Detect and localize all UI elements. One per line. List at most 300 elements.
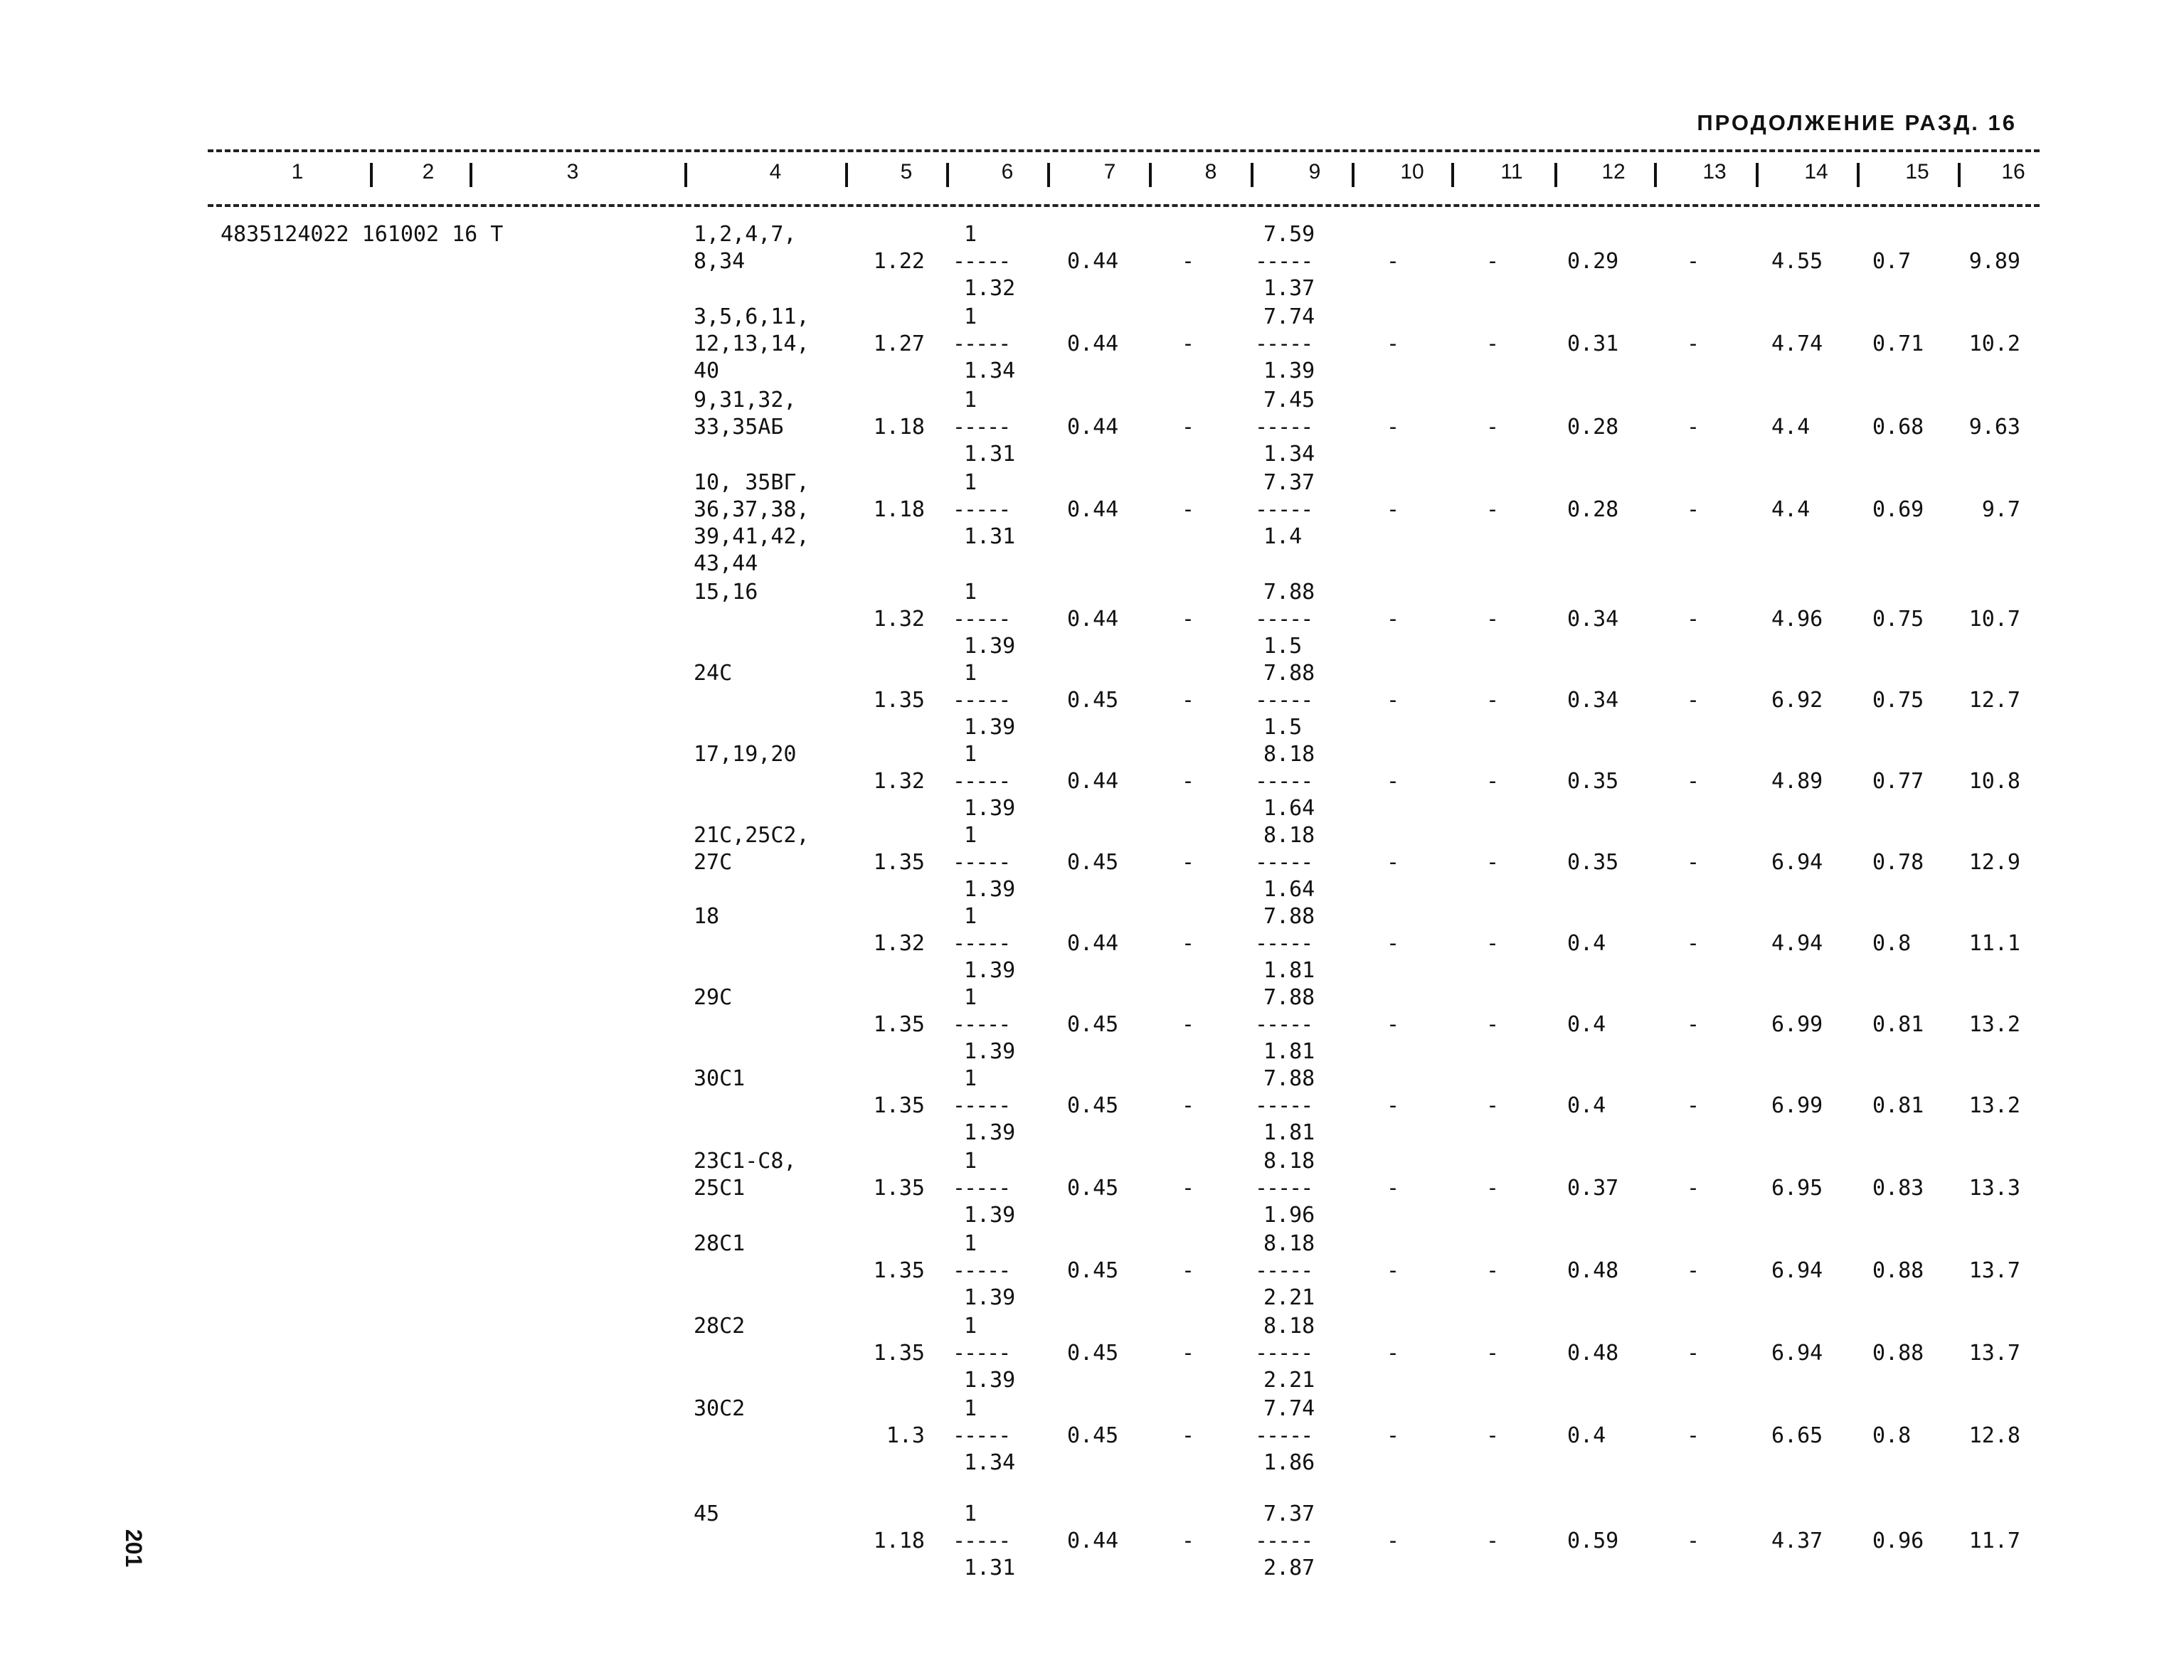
col9-fraction-bar: ----- bbox=[1255, 497, 1313, 522]
col6-fraction bbox=[950, 903, 1049, 984]
col13-value: - bbox=[1686, 1341, 1700, 1366]
col6-fraction bbox=[950, 984, 1049, 1065]
col6-fraction bbox=[950, 1501, 1049, 1582]
col12-value: 0.29 bbox=[1567, 249, 1619, 274]
col9-fraction-bar: ----- bbox=[1255, 1176, 1313, 1201]
col6-fraction-bar: ----- bbox=[953, 331, 1010, 356]
col11-value: - bbox=[1485, 769, 1500, 794]
col9-fraction bbox=[1252, 387, 1352, 468]
col6-fraction-den: 1.31 bbox=[964, 524, 1016, 549]
col6-fraction-bar: ----- bbox=[953, 1341, 1010, 1366]
col6-fraction bbox=[950, 221, 1049, 302]
col6-fraction bbox=[950, 822, 1049, 903]
col6-fraction bbox=[950, 1395, 1049, 1477]
row-ids-cell: 23С1-С8, 25С1 bbox=[694, 1149, 797, 1201]
col14-value: 6.65 bbox=[1771, 1423, 1823, 1448]
col6-fraction bbox=[950, 1313, 1049, 1394]
col10-value: - bbox=[1386, 607, 1400, 632]
col15-value: 0.68 bbox=[1872, 415, 1924, 440]
col6-fraction bbox=[950, 304, 1049, 385]
col9-fraction-bar: ----- bbox=[1255, 249, 1313, 274]
col6-fraction-bar: ----- bbox=[953, 1012, 1010, 1037]
col9-fraction bbox=[1252, 822, 1352, 903]
col14-value: 4.89 bbox=[1771, 769, 1823, 794]
col12-value: 0.37 bbox=[1567, 1176, 1619, 1201]
col9-fraction bbox=[1252, 1313, 1352, 1394]
col10-value: - bbox=[1386, 249, 1400, 274]
col13-value: - bbox=[1686, 769, 1700, 794]
col11-value: - bbox=[1485, 1258, 1500, 1283]
col6-fraction-den: 1.39 bbox=[964, 877, 1016, 902]
col12-value: 0.4 bbox=[1567, 931, 1606, 956]
col7-value: 0.45 bbox=[1067, 1258, 1119, 1283]
header-cell-1: 1 bbox=[291, 160, 304, 184]
col13-value: - bbox=[1686, 1423, 1700, 1448]
col10-value: - bbox=[1386, 688, 1400, 713]
col9-fraction-num: 8.18 bbox=[1263, 1231, 1315, 1256]
row-ids-cell: 17,19,20 bbox=[694, 742, 797, 767]
col9-fraction bbox=[1252, 741, 1352, 822]
col9-fraction-den: 1.81 bbox=[1263, 1120, 1315, 1145]
col16-value: 11.7 bbox=[1968, 1529, 2020, 1553]
col7-value: 0.44 bbox=[1067, 1529, 1119, 1553]
col8-value: - bbox=[1181, 1258, 1195, 1283]
col11-value: - bbox=[1485, 931, 1500, 956]
col15-value: 0.88 bbox=[1872, 1341, 1924, 1366]
col9-fraction-den: 2.21 bbox=[1263, 1285, 1315, 1310]
col11-value: - bbox=[1485, 1341, 1500, 1366]
col6-fraction-bar: ----- bbox=[953, 1176, 1010, 1201]
col6-fraction-den: 1.39 bbox=[964, 1368, 1016, 1393]
col12-value: 0.34 bbox=[1567, 607, 1619, 632]
section-code: 4835124022 161002 16 Т bbox=[221, 222, 504, 247]
col10-value: - bbox=[1386, 331, 1400, 356]
col9-fraction-bar: ----- bbox=[1255, 688, 1313, 713]
header-cell-2: 2 bbox=[422, 160, 435, 184]
col9-fraction-bar: ----- bbox=[1255, 415, 1313, 440]
row-ids-cell: 45 bbox=[694, 1501, 720, 1526]
col9-fraction-den: 1.96 bbox=[1263, 1203, 1315, 1228]
col13-value: - bbox=[1686, 249, 1700, 274]
header-cell-12: 12 bbox=[1601, 160, 1626, 184]
col8-value: - bbox=[1181, 607, 1195, 632]
col15-value: 0.69 bbox=[1872, 497, 1924, 522]
col7-value: 0.45 bbox=[1067, 1012, 1119, 1037]
col14-value: 6.94 bbox=[1771, 850, 1823, 875]
col8-value: - bbox=[1181, 331, 1195, 356]
col11-value: - bbox=[1485, 1423, 1500, 1448]
col9-fraction-den: 1.39 bbox=[1263, 358, 1315, 383]
col9-fraction-num: 8.18 bbox=[1263, 1314, 1315, 1339]
row-ids-cell: 29С bbox=[694, 985, 733, 1010]
col5-value: 1.35 bbox=[873, 1093, 925, 1118]
col15-value: 0.77 bbox=[1872, 769, 1924, 794]
col15-value: 0.83 bbox=[1872, 1176, 1924, 1201]
col13-value: - bbox=[1686, 688, 1700, 713]
col9-fraction bbox=[1252, 304, 1352, 385]
row-ids-cell: 9,31,32, 33,35АБ bbox=[694, 388, 797, 440]
col8-value: - bbox=[1181, 1423, 1195, 1448]
col6-fraction-num: 1 bbox=[964, 1066, 977, 1091]
col15-value: 0.96 bbox=[1872, 1529, 1924, 1553]
col13-value: - bbox=[1686, 1258, 1700, 1283]
col6-fraction-bar: ----- bbox=[953, 607, 1010, 632]
col6-fraction-bar: ----- bbox=[953, 688, 1010, 713]
col9-fraction-den: 1.86 bbox=[1263, 1450, 1315, 1475]
col16-value: 13.2 bbox=[1968, 1093, 2020, 1118]
col6-fraction-num: 1 bbox=[964, 1501, 977, 1526]
col7-value: 0.44 bbox=[1067, 607, 1119, 632]
col14-value: 4.96 bbox=[1771, 607, 1823, 632]
col6-fraction-den: 1.39 bbox=[964, 958, 1016, 983]
col15-value: 0.71 bbox=[1872, 331, 1924, 356]
col7-value: 0.45 bbox=[1067, 1093, 1119, 1118]
col9-fraction-den: 1.81 bbox=[1263, 1039, 1315, 1064]
col6-fraction-den: 1.34 bbox=[964, 358, 1016, 383]
col9-fraction-num: 7.74 bbox=[1263, 1396, 1315, 1421]
header-cell-10: 10 bbox=[1400, 160, 1424, 184]
col15-value: 0.81 bbox=[1872, 1093, 1924, 1118]
col12-value: 0.48 bbox=[1567, 1258, 1619, 1283]
row-ids-cell: 28С2 bbox=[694, 1314, 746, 1339]
col6-fraction-bar: ----- bbox=[953, 1093, 1010, 1118]
col13-value: - bbox=[1686, 1529, 1700, 1553]
col10-value: - bbox=[1386, 1423, 1400, 1448]
col12-value: 0.48 bbox=[1567, 1341, 1619, 1366]
col11-value: - bbox=[1485, 415, 1500, 440]
header-cell-6: 6 bbox=[1001, 160, 1014, 184]
col6-fraction-bar: ----- bbox=[953, 249, 1010, 274]
col12-value: 0.34 bbox=[1567, 688, 1619, 713]
col9-fraction bbox=[1252, 1395, 1352, 1477]
col11-value: - bbox=[1485, 688, 1500, 713]
col11-value: - bbox=[1485, 1012, 1500, 1037]
col6-fraction-den: 1.32 bbox=[964, 276, 1016, 301]
col14-value: 4.94 bbox=[1771, 931, 1823, 956]
col16-value: 13.3 bbox=[1968, 1176, 2020, 1201]
col9-fraction-bar: ----- bbox=[1255, 931, 1313, 956]
col5-value: 1.18 bbox=[873, 1529, 925, 1553]
col9-fraction-den: 2.21 bbox=[1263, 1368, 1315, 1393]
col6-fraction-den: 1.39 bbox=[964, 1285, 1016, 1310]
row-ids-cell: 18 bbox=[694, 904, 720, 929]
col5-value: 1.35 bbox=[873, 688, 925, 713]
col5-value: 1.3 bbox=[886, 1423, 925, 1448]
header-cell-15: 15 bbox=[1905, 160, 1929, 184]
col9-fraction-num: 7.37 bbox=[1263, 1501, 1315, 1526]
col11-value: - bbox=[1485, 497, 1500, 522]
col14-value: 6.92 bbox=[1771, 688, 1823, 713]
col7-value: 0.44 bbox=[1067, 415, 1119, 440]
col6-fraction-num: 1 bbox=[964, 661, 977, 686]
col7-value: 0.45 bbox=[1067, 850, 1119, 875]
col6-fraction-num: 1 bbox=[964, 470, 977, 495]
col12-value: 0.59 bbox=[1567, 1529, 1619, 1553]
col10-value: - bbox=[1386, 1258, 1400, 1283]
col6-fraction-bar: ----- bbox=[953, 1423, 1010, 1448]
col6-fraction-bar: ----- bbox=[953, 769, 1010, 794]
col6-fraction bbox=[950, 660, 1049, 741]
row-ids-cell: 30С1 bbox=[694, 1066, 746, 1091]
col16-value: 13.7 bbox=[1968, 1341, 2020, 1366]
col14-value: 4.55 bbox=[1771, 249, 1823, 274]
col9-fraction-den: 1.4 bbox=[1263, 524, 1303, 549]
col9-fraction-bar: ----- bbox=[1255, 1012, 1313, 1037]
col5-value: 1.35 bbox=[873, 1258, 925, 1283]
col12-value: 0.28 bbox=[1567, 497, 1619, 522]
col6-fraction-den: 1.39 bbox=[964, 796, 1016, 821]
col13-value: - bbox=[1686, 1176, 1700, 1201]
col5-value: 1.27 bbox=[873, 331, 925, 356]
col13-value: - bbox=[1686, 331, 1700, 356]
col12-value: 0.4 bbox=[1567, 1423, 1606, 1448]
col9-fraction-den: 1.81 bbox=[1263, 958, 1315, 983]
col9-fraction bbox=[1252, 1065, 1352, 1147]
col6-fraction-bar: ----- bbox=[953, 1529, 1010, 1553]
header-cell-13: 13 bbox=[1702, 160, 1727, 184]
col6-fraction-num: 1 bbox=[964, 222, 977, 247]
col10-value: - bbox=[1386, 931, 1400, 956]
row-ids-cell: 21С,25С2, 27С bbox=[694, 823, 810, 875]
row-ids-cell: 24С bbox=[694, 661, 733, 686]
col9-fraction-bar: ----- bbox=[1255, 850, 1313, 875]
col6-fraction-den: 1.31 bbox=[964, 1556, 1016, 1580]
col14-value: 6.94 bbox=[1771, 1258, 1823, 1283]
col6-fraction-num: 1 bbox=[964, 1314, 977, 1339]
col12-value: 0.35 bbox=[1567, 850, 1619, 875]
col6-fraction bbox=[950, 1230, 1049, 1312]
col9-fraction-bar: ----- bbox=[1255, 1258, 1313, 1283]
col6-fraction-num: 1 bbox=[964, 904, 977, 929]
col10-value: - bbox=[1386, 1529, 1400, 1553]
col15-value: 0.8 bbox=[1872, 931, 1912, 956]
col5-value: 1.32 bbox=[873, 769, 925, 794]
col7-value: 0.44 bbox=[1067, 331, 1119, 356]
col14-value: 6.99 bbox=[1771, 1012, 1823, 1037]
col11-value: - bbox=[1485, 1176, 1500, 1201]
col7-value: 0.44 bbox=[1067, 769, 1119, 794]
col15-value: 0.75 bbox=[1872, 688, 1924, 713]
header-cell-11: 11 bbox=[1500, 160, 1523, 184]
col6-fraction-den: 1.31 bbox=[964, 442, 1016, 467]
col10-value: - bbox=[1386, 1093, 1400, 1118]
col5-value: 1.35 bbox=[873, 1012, 925, 1037]
col6-fraction-num: 1 bbox=[964, 580, 977, 605]
col9-fraction-num: 8.18 bbox=[1263, 742, 1315, 767]
col9-fraction bbox=[1252, 984, 1352, 1065]
col7-value: 0.44 bbox=[1067, 249, 1119, 274]
header-cell-14: 14 bbox=[1804, 160, 1828, 184]
col10-value: - bbox=[1386, 497, 1400, 522]
col13-value: - bbox=[1686, 931, 1700, 956]
col5-value: 1.35 bbox=[873, 1176, 925, 1201]
col5-value: 1.22 bbox=[873, 249, 925, 274]
col9-fraction-bar: ----- bbox=[1255, 1529, 1313, 1553]
col16-value: 12.9 bbox=[1968, 850, 2020, 875]
col6-fraction-num: 1 bbox=[964, 742, 977, 767]
col15-value: 0.8 bbox=[1872, 1423, 1912, 1448]
page-number: 201 bbox=[121, 1529, 147, 1568]
col16-value: 12.8 bbox=[1968, 1423, 2020, 1448]
col6-fraction bbox=[950, 741, 1049, 822]
col10-value: - bbox=[1386, 850, 1400, 875]
col7-value: 0.45 bbox=[1067, 688, 1119, 713]
col9-fraction bbox=[1252, 579, 1352, 660]
col5-value: 1.35 bbox=[873, 1341, 925, 1366]
col11-value: - bbox=[1485, 607, 1500, 632]
col6-fraction-num: 1 bbox=[964, 1231, 977, 1256]
col9-fraction-num: 8.18 bbox=[1263, 823, 1315, 848]
col9-fraction bbox=[1252, 469, 1352, 551]
col13-value: - bbox=[1686, 1093, 1700, 1118]
col6-fraction-bar: ----- bbox=[953, 931, 1010, 956]
col9-fraction bbox=[1252, 221, 1352, 302]
header-cell-8: 8 bbox=[1204, 160, 1217, 184]
col8-value: - bbox=[1181, 1012, 1195, 1037]
col8-value: - bbox=[1181, 1176, 1195, 1201]
col6-fraction-num: 1 bbox=[964, 304, 977, 329]
col9-fraction bbox=[1252, 1501, 1352, 1582]
header-cell-3: 3 bbox=[566, 160, 579, 184]
row-ids-cell: 15,16 bbox=[694, 580, 758, 605]
row-ids-cell: 30С2 bbox=[694, 1396, 746, 1421]
col9-fraction-bar: ----- bbox=[1255, 331, 1313, 356]
col15-value: 0.75 bbox=[1872, 607, 1924, 632]
col9-fraction-num: 7.88 bbox=[1263, 985, 1315, 1010]
col16-value: 12.7 bbox=[1968, 688, 2020, 713]
col6-fraction-bar: ----- bbox=[953, 415, 1010, 440]
col9-fraction-bar: ----- bbox=[1255, 769, 1313, 794]
col15-value: 0.88 bbox=[1872, 1258, 1924, 1283]
col6-fraction-den: 1.39 bbox=[964, 715, 1016, 740]
col9-fraction-den: 1.64 bbox=[1263, 877, 1315, 902]
col9-fraction-den: 1.64 bbox=[1263, 796, 1315, 821]
col13-value: - bbox=[1686, 607, 1700, 632]
col13-value: - bbox=[1686, 497, 1700, 522]
row-ids-cell: 10, 35ВГ, 36,37,38, 39,41,42, 43,44 bbox=[694, 470, 810, 576]
col13-value: - bbox=[1686, 1012, 1700, 1037]
col6-fraction bbox=[950, 387, 1049, 468]
col6-fraction bbox=[950, 1148, 1049, 1229]
col12-value: 0.35 bbox=[1567, 769, 1619, 794]
col15-value: 0.78 bbox=[1872, 850, 1924, 875]
col16-value: 13.2 bbox=[1968, 1012, 2020, 1037]
col9-fraction-num: 8.18 bbox=[1263, 1149, 1315, 1174]
col5-value: 1.18 bbox=[873, 415, 925, 440]
col16-value: 9.63 bbox=[1968, 415, 2020, 440]
col6-fraction bbox=[950, 469, 1049, 551]
header-cell-9: 9 bbox=[1308, 160, 1321, 184]
col13-value: - bbox=[1686, 850, 1700, 875]
col14-value: 4.74 bbox=[1771, 331, 1823, 356]
col14-value: 6.95 bbox=[1771, 1176, 1823, 1201]
page-title: ПРОДОЛЖЕНИЕ РАЗД. 16 bbox=[1697, 110, 2017, 135]
col7-value: 0.45 bbox=[1067, 1423, 1119, 1448]
col12-value: 0.4 bbox=[1567, 1012, 1606, 1037]
col7-value: 0.45 bbox=[1067, 1341, 1119, 1366]
col9-fraction-den: 1.5 bbox=[1263, 715, 1303, 740]
col9-fraction-num: 7.45 bbox=[1263, 388, 1315, 413]
col14-value: 4.37 bbox=[1771, 1529, 1823, 1553]
col6-fraction-den: 1.34 bbox=[964, 1450, 1016, 1475]
col8-value: - bbox=[1181, 769, 1195, 794]
col6-fraction-num: 1 bbox=[964, 1149, 977, 1174]
col16-value: 10.8 bbox=[1968, 769, 2020, 794]
header-cell-16: 16 bbox=[2001, 160, 2025, 184]
col7-value: 0.44 bbox=[1067, 497, 1119, 522]
col8-value: - bbox=[1181, 688, 1195, 713]
col6-fraction bbox=[950, 1065, 1049, 1147]
col14-value: 6.99 bbox=[1771, 1093, 1823, 1118]
col6-fraction-den: 1.39 bbox=[964, 634, 1016, 659]
col8-value: - bbox=[1181, 1341, 1195, 1366]
col9-fraction-den: 1.34 bbox=[1263, 442, 1315, 467]
header-cell-7: 7 bbox=[1103, 160, 1116, 184]
col11-value: - bbox=[1485, 1093, 1500, 1118]
col15-value: 0.7 bbox=[1872, 249, 1912, 274]
col8-value: - bbox=[1181, 497, 1195, 522]
col16-value: 10.2 bbox=[1968, 331, 2020, 356]
col12-value: 0.31 bbox=[1567, 331, 1619, 356]
col9-fraction-bar: ----- bbox=[1255, 1341, 1313, 1366]
col9-fraction bbox=[1252, 1148, 1352, 1229]
col16-value: 9.89 bbox=[1968, 249, 2020, 274]
col6-fraction-den: 1.39 bbox=[964, 1120, 1016, 1145]
col16-value: 11.1 bbox=[1968, 931, 2020, 956]
col6-fraction-bar: ----- bbox=[953, 497, 1010, 522]
col8-value: - bbox=[1181, 1529, 1195, 1553]
col16-value: 9.7 bbox=[1981, 497, 2020, 522]
col9-fraction-den: 1.5 bbox=[1263, 634, 1303, 659]
col9-fraction-num: 7.37 bbox=[1263, 470, 1315, 495]
col9-fraction-bar: ----- bbox=[1255, 1093, 1313, 1118]
col12-value: 0.4 bbox=[1567, 1093, 1606, 1118]
col5-value: 1.32 bbox=[873, 931, 925, 956]
col10-value: - bbox=[1386, 1176, 1400, 1201]
col6-fraction-num: 1 bbox=[964, 388, 977, 413]
col6-fraction-num: 1 bbox=[964, 1396, 977, 1421]
col6-fraction-bar: ----- bbox=[953, 1258, 1010, 1283]
col8-value: - bbox=[1181, 1093, 1195, 1118]
col16-value: 13.7 bbox=[1968, 1258, 2020, 1283]
col9-fraction-num: 7.88 bbox=[1263, 580, 1315, 605]
col5-value: 1.32 bbox=[873, 607, 925, 632]
col11-value: - bbox=[1485, 249, 1500, 274]
col6-fraction-num: 1 bbox=[964, 985, 977, 1010]
col10-value: - bbox=[1386, 1341, 1400, 1366]
col10-value: - bbox=[1386, 415, 1400, 440]
col11-value: - bbox=[1485, 1529, 1500, 1553]
header-cell-5: 5 bbox=[900, 160, 913, 184]
col10-value: - bbox=[1386, 769, 1400, 794]
col6-fraction-num: 1 bbox=[964, 823, 977, 848]
col6-fraction-bar: ----- bbox=[953, 850, 1010, 875]
col9-fraction-bar: ----- bbox=[1255, 1423, 1313, 1448]
col6-fraction bbox=[950, 579, 1049, 660]
col12-value: 0.28 bbox=[1567, 415, 1619, 440]
col9-fraction-num: 7.59 bbox=[1263, 222, 1315, 247]
col6-fraction-den: 1.39 bbox=[964, 1039, 1016, 1064]
col9-fraction bbox=[1252, 660, 1352, 741]
col9-fraction-den: 2.87 bbox=[1263, 1556, 1315, 1580]
col9-fraction-num: 7.74 bbox=[1263, 304, 1315, 329]
col9-fraction-num: 7.88 bbox=[1263, 1066, 1315, 1091]
header-cell-4: 4 bbox=[769, 160, 782, 184]
col5-value: 1.35 bbox=[873, 850, 925, 875]
row-ids-cell: 1,2,4,7, 8,34 bbox=[694, 222, 797, 274]
col8-value: - bbox=[1181, 850, 1195, 875]
col7-value: 0.45 bbox=[1067, 1176, 1119, 1201]
